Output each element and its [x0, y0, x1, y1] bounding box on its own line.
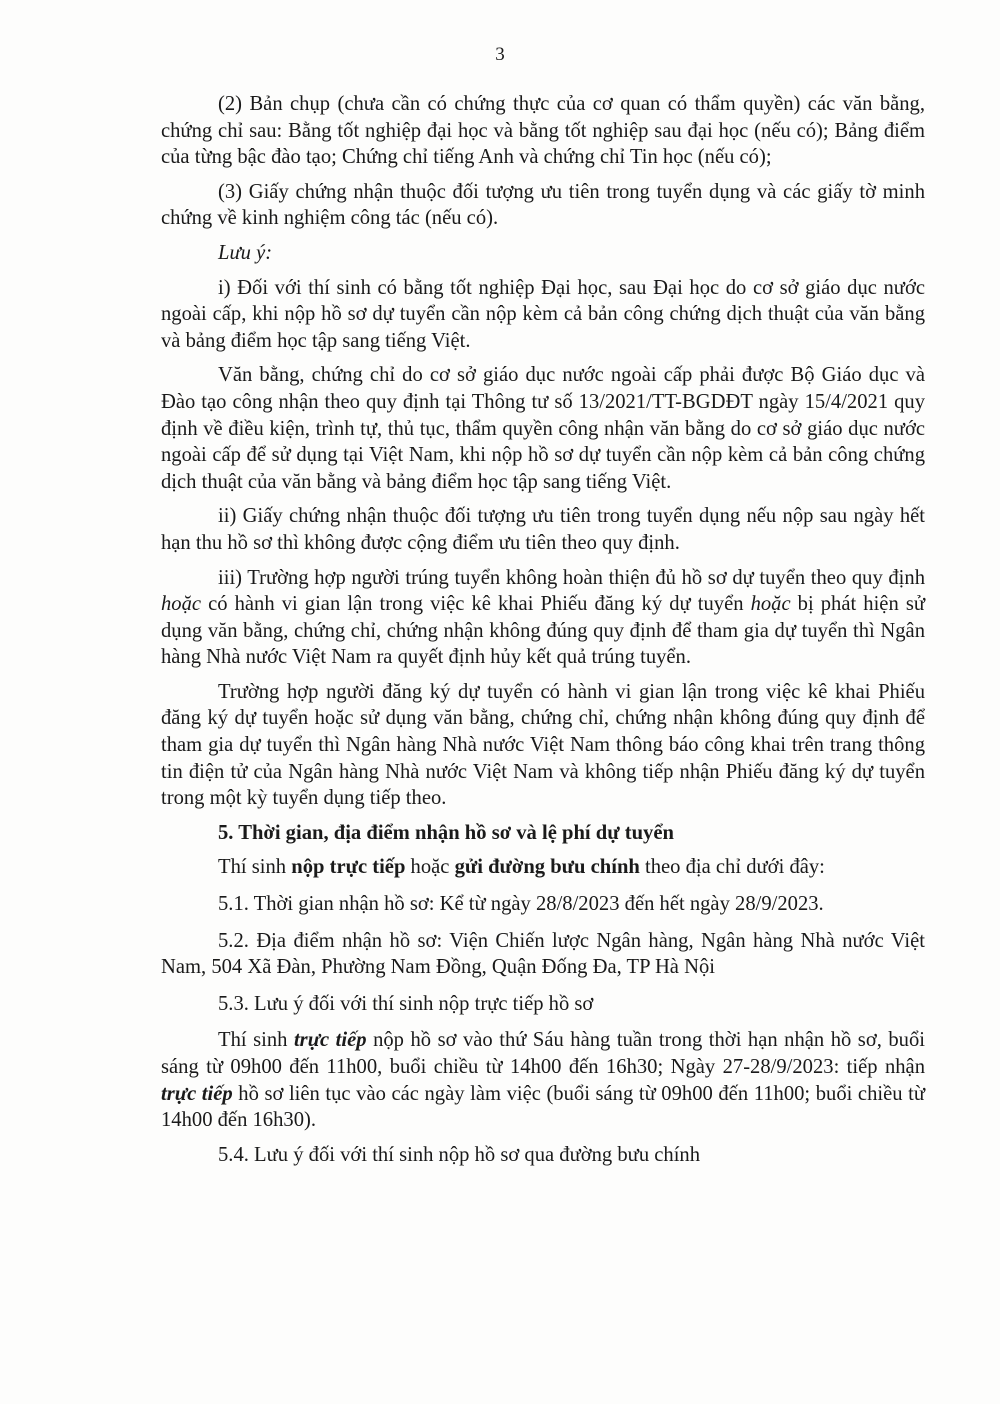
- paragraph-5-1: 5.1. Thời gian nhận hồ sơ: Kể từ ngày 28/8/2023 đến hết ngày 28/9/2023.: [218, 893, 824, 916]
- paragraph-foreign-degree: Văn bằng, chứng chỉ do cơ sở giáo dục nước ngoài cấp phải được Bộ Giáo dục và Đào tạo công nhận theo quy định tại Thông tư số 13/2021/TT-BGDĐT ngày 15/4/2021 quy định về điều kiện, trình tự, thủ tục, thẩm quyền công nhận văn bằng do cơ sở giáo dục nước ngoài cấp để sử dụng tại Việt Nam, khi nộp hồ sơ dự tuyển cần nộp kèm cả bản công chứng dịch thuật của văn bằng và bảng điểm học tập sang tiếng Việt.: [161, 364, 925, 493]
- paragraph-5-3: 5.3. Lưu ý đối với thí sinh nộp trực tiếp hồ sơ: [218, 992, 594, 1015]
- text-run: theo địa chỉ dưới đây:: [639, 856, 825, 879]
- paragraph-priority-certificate: (3) Giấy chứng nhận thuộc đối tượng ưu tiên trong tuyển dụng và các giấy tờ minh chứng về kinh nghiệm công tác (nếu có).: [161, 180, 925, 230]
- text-run: hồ sơ liên tục vào các ngày làm việc (buổi sáng từ 09h00 đến 11h00; buổi chiều từ 14h00 đến 16h30).: [161, 1082, 925, 1132]
- text-run: có hành vi gian lận trong việc kê khai Phiếu đăng ký dự tuyển: [201, 593, 751, 616]
- text-run: Thí sinh: [218, 1029, 294, 1052]
- bold-text: gửi đường bưu chính: [454, 856, 640, 879]
- paragraph-note-iii: [161, 565, 925, 671]
- paragraph-note-ii: ii) Giấy chứng nhận thuộc đối tượng ưu tiên trong tuyển dụng nếu nộp sau ngày hết hạn thu hồ sơ thì không được cộng điểm ưu tiên theo quy định.: [161, 505, 925, 554]
- text-run: bị phát hiện sử dụng văn bằng, chứng chỉ, chứng nhận không đúng quy định để tham gia dự tuyển thì Ngân hàng Nhà nước Việt Nam ra quyết định hủy kết quả trúng tuyển.: [161, 593, 925, 669]
- paragraph-direct-submission: [161, 1027, 925, 1133]
- paragraph-submission-method: [161, 854, 925, 881]
- bold-text: nộp trực tiếp: [291, 856, 406, 879]
- text-run: hoặc: [405, 856, 455, 879]
- emphasis-text: hoặc: [161, 593, 202, 616]
- paragraph-documents-copies: (2) Bản chụp (chưa cần có chứng thực của cơ quan có thẩm quyền) các văn bằng, chứng chỉ sau: Bằng tốt nghiệp đại học và bằng tốt nghiệp sau đại học (nếu có); Bảng điểm của từng bậc đào tạo; Chứng chỉ tiếng Anh và chứng chỉ Tin học (nếu có);: [161, 93, 925, 169]
- text-run: nộp hồ sơ vào thứ Sáu hàng tuần trong thời hạn nhận hồ sơ, buổi sáng từ 09h00 đến 11h00, buổi chiều từ 14h00 đến 16h30; Ngày 27-28/9/2023: tiếp nhận: [161, 1029, 925, 1078]
- paragraph-fraud-notice: Trường hợp người đăng ký dự tuyển có hành vi gian lận trong việc kê khai Phiếu đăng ký dự tuyển hoặc sử dụng văn bằng, chứng chỉ, chứng nhận không đúng quy định để tham gia dự tuyển thì Ngân hàng Nhà nước Việt Nam thông báo công khai trên trang thông tin điện tử của Ngân hàng Nhà nước Việt Nam và không tiếp nhận Phiếu đăng ký dự tuyển trong một kỳ tuyển dụng tiếp theo.: [161, 680, 925, 810]
- text-run: iii) Trường hợp người trúng tuyển không hoàn thiện đủ hồ sơ dự tuyển theo quy định: [218, 566, 925, 589]
- paragraph-note-i: i) Đối với thí sinh có bằng tốt nghiệp Đại học, sau Đại học do cơ sở giáo dục nước ngoài cấp, khi nộp hồ sơ dự tuyển cần nộp kèm cả bản công chứng dịch thuật của văn bằng và bảng điểm học tập sang tiếng Việt.: [161, 276, 925, 352]
- note-heading: Lưu ý:: [218, 241, 273, 264]
- document-body: [161, 91, 925, 1176]
- bold-italic-text: trực tiếp: [161, 1082, 233, 1105]
- paragraph-5-2: 5.2. Địa điểm nhận hồ sơ: Viện Chiến lược Ngân hàng, Ngân hàng Nhà nước Việt Nam, 504 Xã Đàn, Phường Nam Đồng, Quận Đống Đa, TP Hà Nội: [161, 929, 925, 979]
- bold-italic-text: trực tiếp: [293, 1029, 367, 1052]
- paragraph-5-4: 5.4. Lưu ý đối với thí sinh nộp hồ sơ qua đường bưu chính: [218, 1143, 701, 1166]
- text-run: Thí sinh: [218, 856, 292, 879]
- section-heading-5: 5. Thời gian, địa điểm nhận hồ sơ và lệ phí dự tuyển: [218, 821, 674, 844]
- emphasis-text: hoặc: [750, 593, 791, 616]
- page-number: 3: [495, 44, 505, 65]
